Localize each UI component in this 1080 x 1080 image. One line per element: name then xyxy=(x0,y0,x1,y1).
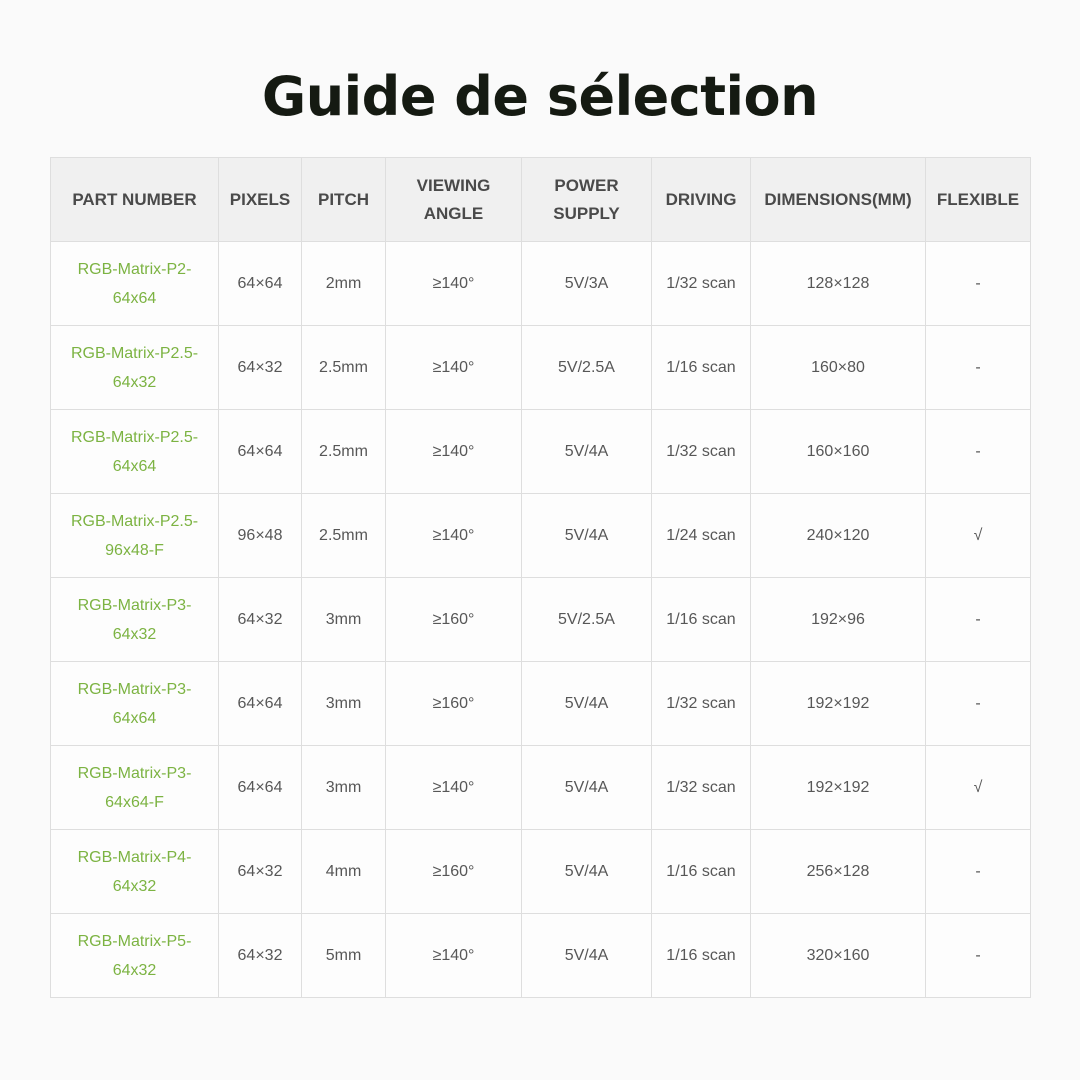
flexible-cell: - xyxy=(926,578,1031,662)
driving-cell: 1/16 scan xyxy=(652,914,751,998)
header-flexible: FLEXIBLE xyxy=(926,158,1031,242)
pixels-cell: 64×64 xyxy=(219,662,302,746)
part-number-link[interactable]: RGB-Matrix-P3-64x32 xyxy=(51,578,219,662)
part-number-link[interactable]: RGB-Matrix-P5-64x32 xyxy=(51,914,219,998)
flexible-cell: - xyxy=(926,410,1031,494)
header-pixels: PIXELS xyxy=(219,158,302,242)
flexible-cell: - xyxy=(926,662,1031,746)
dimensions-cell: 128×128 xyxy=(751,242,926,326)
driving-cell: 1/24 scan xyxy=(652,494,751,578)
flexible-cell: - xyxy=(926,242,1031,326)
pixels-cell: 64×32 xyxy=(219,578,302,662)
viewing-angle-cell: ≥140° xyxy=(386,326,522,410)
header-driving: DRIVING xyxy=(652,158,751,242)
pixels-cell: 64×64 xyxy=(219,410,302,494)
table-row xyxy=(51,830,1031,914)
power-supply-cell: 5V/3A xyxy=(522,242,652,326)
dimensions-cell: 320×160 xyxy=(751,914,926,998)
power-supply-cell: 5V/4A xyxy=(522,746,652,830)
flexible-cell: - xyxy=(926,326,1031,410)
header-dimensions: DIMENSIONS(MM) xyxy=(751,158,926,242)
pitch-cell: 3mm xyxy=(302,746,386,830)
header-part-number: PART NUMBER xyxy=(51,158,219,242)
table-row xyxy=(51,662,1031,746)
table-header xyxy=(51,158,1031,242)
table-row xyxy=(51,410,1031,494)
pitch-cell: 2.5mm xyxy=(302,494,386,578)
pitch-cell: 5mm xyxy=(302,914,386,998)
driving-cell: 1/16 scan xyxy=(652,578,751,662)
viewing-angle-cell: ≥160° xyxy=(386,830,522,914)
viewing-angle-cell: ≥140° xyxy=(386,746,522,830)
table-row xyxy=(51,578,1031,662)
part-number-link[interactable]: RGB-Matrix-P4-64x32 xyxy=(51,830,219,914)
table-body xyxy=(51,242,1031,998)
pitch-cell: 3mm xyxy=(302,662,386,746)
header-viewing-angle: VIEWING ANGLE xyxy=(386,158,522,242)
flexible-cell: √ xyxy=(926,494,1031,578)
part-number-link[interactable]: RGB-Matrix-P2.5-64x32 xyxy=(51,326,219,410)
flexible-cell: - xyxy=(926,830,1031,914)
selection-guide-table xyxy=(50,157,1031,998)
table-row xyxy=(51,326,1031,410)
viewing-angle-cell: ≥140° xyxy=(386,494,522,578)
part-number-link[interactable]: RGB-Matrix-P2.5-64x64 xyxy=(51,410,219,494)
header-power-supply: POWER SUPPLY xyxy=(522,158,652,242)
power-supply-cell: 5V/4A xyxy=(522,410,652,494)
viewing-angle-cell: ≥160° xyxy=(386,578,522,662)
dimensions-cell: 192×96 xyxy=(751,578,926,662)
pitch-cell: 2.5mm xyxy=(302,326,386,410)
viewing-angle-cell: ≥140° xyxy=(386,914,522,998)
pitch-cell: 4mm xyxy=(302,830,386,914)
driving-cell: 1/16 scan xyxy=(652,830,751,914)
part-number-link[interactable]: RGB-Matrix-P3-64x64 xyxy=(51,662,219,746)
dimensions-cell: 160×160 xyxy=(751,410,926,494)
header-pitch: PITCH xyxy=(302,158,386,242)
flexible-cell: √ xyxy=(926,746,1031,830)
header-row xyxy=(51,158,1031,242)
table-row xyxy=(51,914,1031,998)
power-supply-cell: 5V/2.5A xyxy=(522,326,652,410)
part-number-link[interactable]: RGB-Matrix-P2.5-96x48-F xyxy=(51,494,219,578)
dimensions-cell: 256×128 xyxy=(751,830,926,914)
driving-cell: 1/32 scan xyxy=(652,410,751,494)
dimensions-cell: 160×80 xyxy=(751,326,926,410)
power-supply-cell: 5V/4A xyxy=(522,914,652,998)
part-number-link[interactable]: RGB-Matrix-P2-64x64 xyxy=(51,242,219,326)
pitch-cell: 3mm xyxy=(302,578,386,662)
pixels-cell: 64×32 xyxy=(219,830,302,914)
power-supply-cell: 5V/4A xyxy=(522,494,652,578)
pitch-cell: 2mm xyxy=(302,242,386,326)
pixels-cell: 64×32 xyxy=(219,326,302,410)
table-row xyxy=(51,494,1031,578)
viewing-angle-cell: ≥140° xyxy=(386,410,522,494)
viewing-angle-cell: ≥140° xyxy=(386,242,522,326)
part-number-link[interactable]: RGB-Matrix-P3-64x64-F xyxy=(51,746,219,830)
viewing-angle-cell: ≥160° xyxy=(386,662,522,746)
pixels-cell: 64×64 xyxy=(219,242,302,326)
power-supply-cell: 5V/4A xyxy=(522,830,652,914)
driving-cell: 1/32 scan xyxy=(652,746,751,830)
table-row xyxy=(51,242,1031,326)
dimensions-cell: 192×192 xyxy=(751,746,926,830)
driving-cell: 1/32 scan xyxy=(652,662,751,746)
pitch-cell: 2.5mm xyxy=(302,410,386,494)
driving-cell: 1/32 scan xyxy=(652,242,751,326)
pixels-cell: 96×48 xyxy=(219,494,302,578)
dimensions-cell: 240×120 xyxy=(751,494,926,578)
power-supply-cell: 5V/2.5A xyxy=(522,578,652,662)
driving-cell: 1/16 scan xyxy=(652,326,751,410)
dimensions-cell: 192×192 xyxy=(751,662,926,746)
power-supply-cell: 5V/4A xyxy=(522,662,652,746)
pixels-cell: 64×32 xyxy=(219,914,302,998)
pixels-cell: 64×64 xyxy=(219,746,302,830)
flexible-cell: - xyxy=(926,914,1031,998)
table-row xyxy=(51,746,1031,830)
page-title: Guide de sélection xyxy=(261,65,819,128)
